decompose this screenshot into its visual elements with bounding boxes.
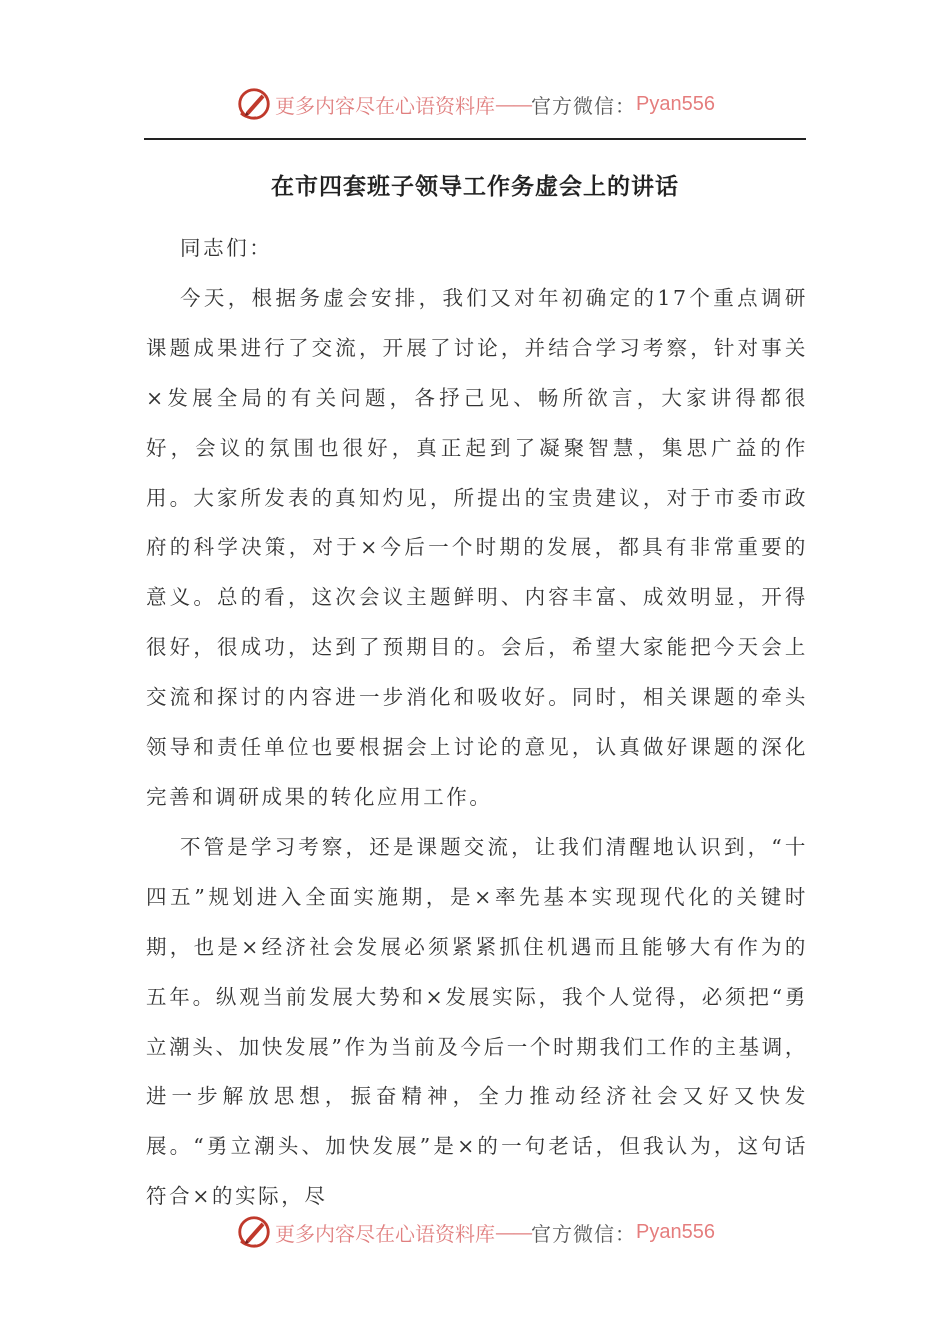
banner-wechat-label: 官方微信： [531,93,637,118]
footer-watermark-banner [0,1212,950,1252]
pen-logo-icon [235,85,273,123]
greeting: 同志们： [180,236,273,260]
banner-wechat-id: Pyan556 [636,92,715,115]
paragraph: 今天，根据务虚会安排，我们又对年初确定的17个重点调研课题成果进行了交流，开展了讨论，并结合学习考察，针对事关×发展全局的有关问题，各抒己见、畅所欲言，大家讲得都很好，会议的氛围也很好，真正起到了凝聚智慧，集思广益的作用。大家所发表的真知灼见，所提出的宝贵建议，对于市委市政府的科学决策，对于×今后一个时期的发展，都具有非常重要的意义。总的看，这次会议主题鲜明、内容丰富、成效明显，开得很好，很成功，达到了预期目的。会后，希望大家能把今天会上交流和探讨的内容进一步消化和吸收好。同时，相关课题的牵头领导和责任单位也要根据会上讨论的意见，认真做好课题的深化完善和调研成果的转化应用工作。 [146,285,808,809]
banner-wechat-label: 官方微信： [531,1221,637,1246]
paragraph: 不管是学习考察，还是课题交流，让我们清醒地认识到，“十四五”规划进入全面实施期，是×率先基本实现现代化的关键时期，也是×经济社会发展必须紧紧抓住机遇而且能够大有作为的五年。纵观当前发展大势和×发展实际，我个人觉得，必须把“勇立潮头、加快发展”作为当前及今后一个时期我们工作的主基调，进一步解放思想，振奋精神，全力推动经济社会又好又快发展。“勇立潮头、加快发展”是×的一句老话，但我认为，这句话符合×的实际，尽 [146,834,808,1209]
header-watermark-banner [0,84,950,124]
banner-dash: —— [495,1220,532,1244]
document-body [146,224,808,1222]
header-divider [144,138,806,140]
banner-site-text: 更多内容尽在心语资料库 [275,1221,496,1246]
banner-wechat-id: Pyan556 [636,1220,715,1243]
pen-logo-icon [235,1213,273,1251]
banner-site-text: 更多内容尽在心语资料库 [275,93,496,118]
banner-dash: —— [495,92,532,116]
document-title: 在市四套班子领导工作务虚会上的讲话 [271,174,679,200]
